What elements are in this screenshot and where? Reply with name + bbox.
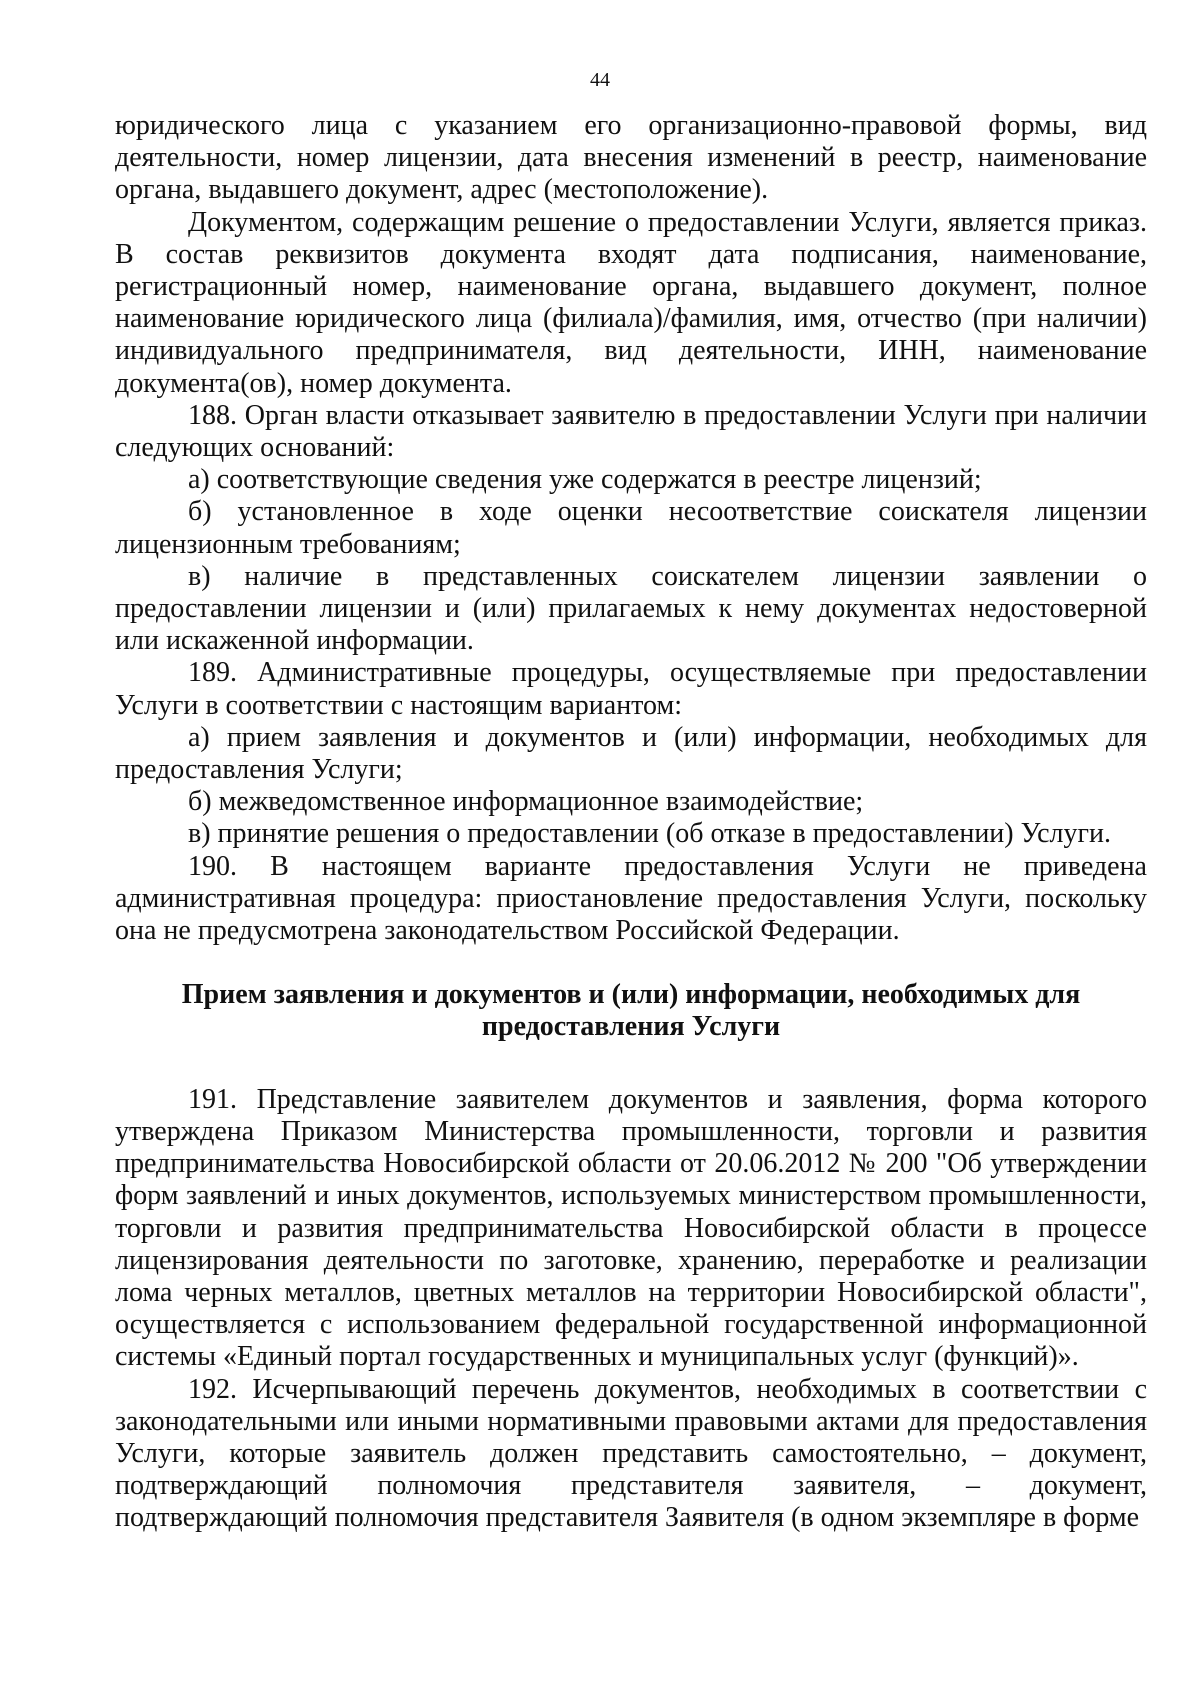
document-body xyxy=(115,110,1147,1535)
paragraph-191: 191. Представление заявителем документов и заявления, форма которого утверждена Приказом Министерства промышленности, торговли и развития предпринимательства Новосибирской области от 20.06.2012 № 200 "Об утверждении форм заявлений и иных документов, используемых министерством промышленности, торговли и развития предпринимательства Новосибирской области в процессе лицензирования деятельности по заготовке, хранению, переработке и реализации лома черных металлов, цветных металлов на территории Новосибирской области", осуществляется с использованием федеральной государственной информационной системы «Единый портал государственных и муниципальных услуг (функций)». xyxy=(115,1083,1147,1373)
paragraph-192: 192. Исчерпывающий перечень документов, необходимых в соответствии с законодательными или иными нормативными правовыми актами для предоставления Услуги, которые заявитель должен представить самостоятельно, – документ, подтверждающий полномочия представителя заявителя, – документ, подтверждающий полномочия представителя Заявителя (в одном экземпляре в форме xyxy=(115,1373,1147,1534)
list-item-188-c: в) наличие в представленных соискателем лицензии заявлении о предоставлении лицензии и (или) прилагаемых к нему документах недостоверной или искаженной информации. xyxy=(115,560,1147,657)
list-item-188-a: а) соответствующие сведения уже содержатся в реестре лицензий; xyxy=(188,464,982,496)
list-item-189-c: в) принятие решения о предоставлении (об отказе в предоставлении) Услуги. xyxy=(188,818,1111,850)
paragraph-188: 188. Орган власти отказывает заявителю в предоставлении Услуги при наличии следующих оснований: xyxy=(115,399,1147,464)
list-item-188-b: б) установленное в ходе оценки несоответствие соискателя лицензии лицензионным требованиям; xyxy=(115,496,1147,560)
list-item-189-b: б) межведомственное информационное взаимодействие; xyxy=(188,786,864,818)
paragraph-190: 190. В настоящем варианте предоставления Услуги не приведена административная процедура: приостановление предоставления Услуги, поскольку она не предусмотрена законодательством Российской Федерации. xyxy=(115,850,1147,947)
page-number: 44 xyxy=(590,69,610,91)
paragraph-189: 189. Административные процедуры, осуществляемые при предоставлении Услуги в соответствии с настоящим вариантом: xyxy=(115,657,1147,721)
section-heading-line1: Прием заявления и документов и (или) информации, необходимых для xyxy=(181,979,1081,1011)
section-heading xyxy=(115,979,1147,1043)
section-heading-line2: предоставления Услуги xyxy=(481,1011,781,1043)
paragraph-decision-document: Документом, содержащим решение о предоставлении Услуги, является приказ. В состав реквизитов документа входят дата подписания, наименование, регистрационный номер, наименование органа, выдавшего документ, полное наименование юридического лица (филиала)/фамилия, имя, отчество (при наличии) индивидуального предпринимателя, вид деятельности, ИНН, наименование документа(ов), номер документа. xyxy=(115,206,1147,399)
paragraph-continuation: юридического лица с указанием его организационно-правовой формы, вид деятельности, номер лицензии, дата внесения изменений в реестр, наименование органа, выдавшего документ, адрес (местоположение). xyxy=(115,110,1147,206)
list-item-189-a: а) прием заявления и документов и (или) информации, необходимых для предоставления Услуги; xyxy=(115,721,1147,786)
